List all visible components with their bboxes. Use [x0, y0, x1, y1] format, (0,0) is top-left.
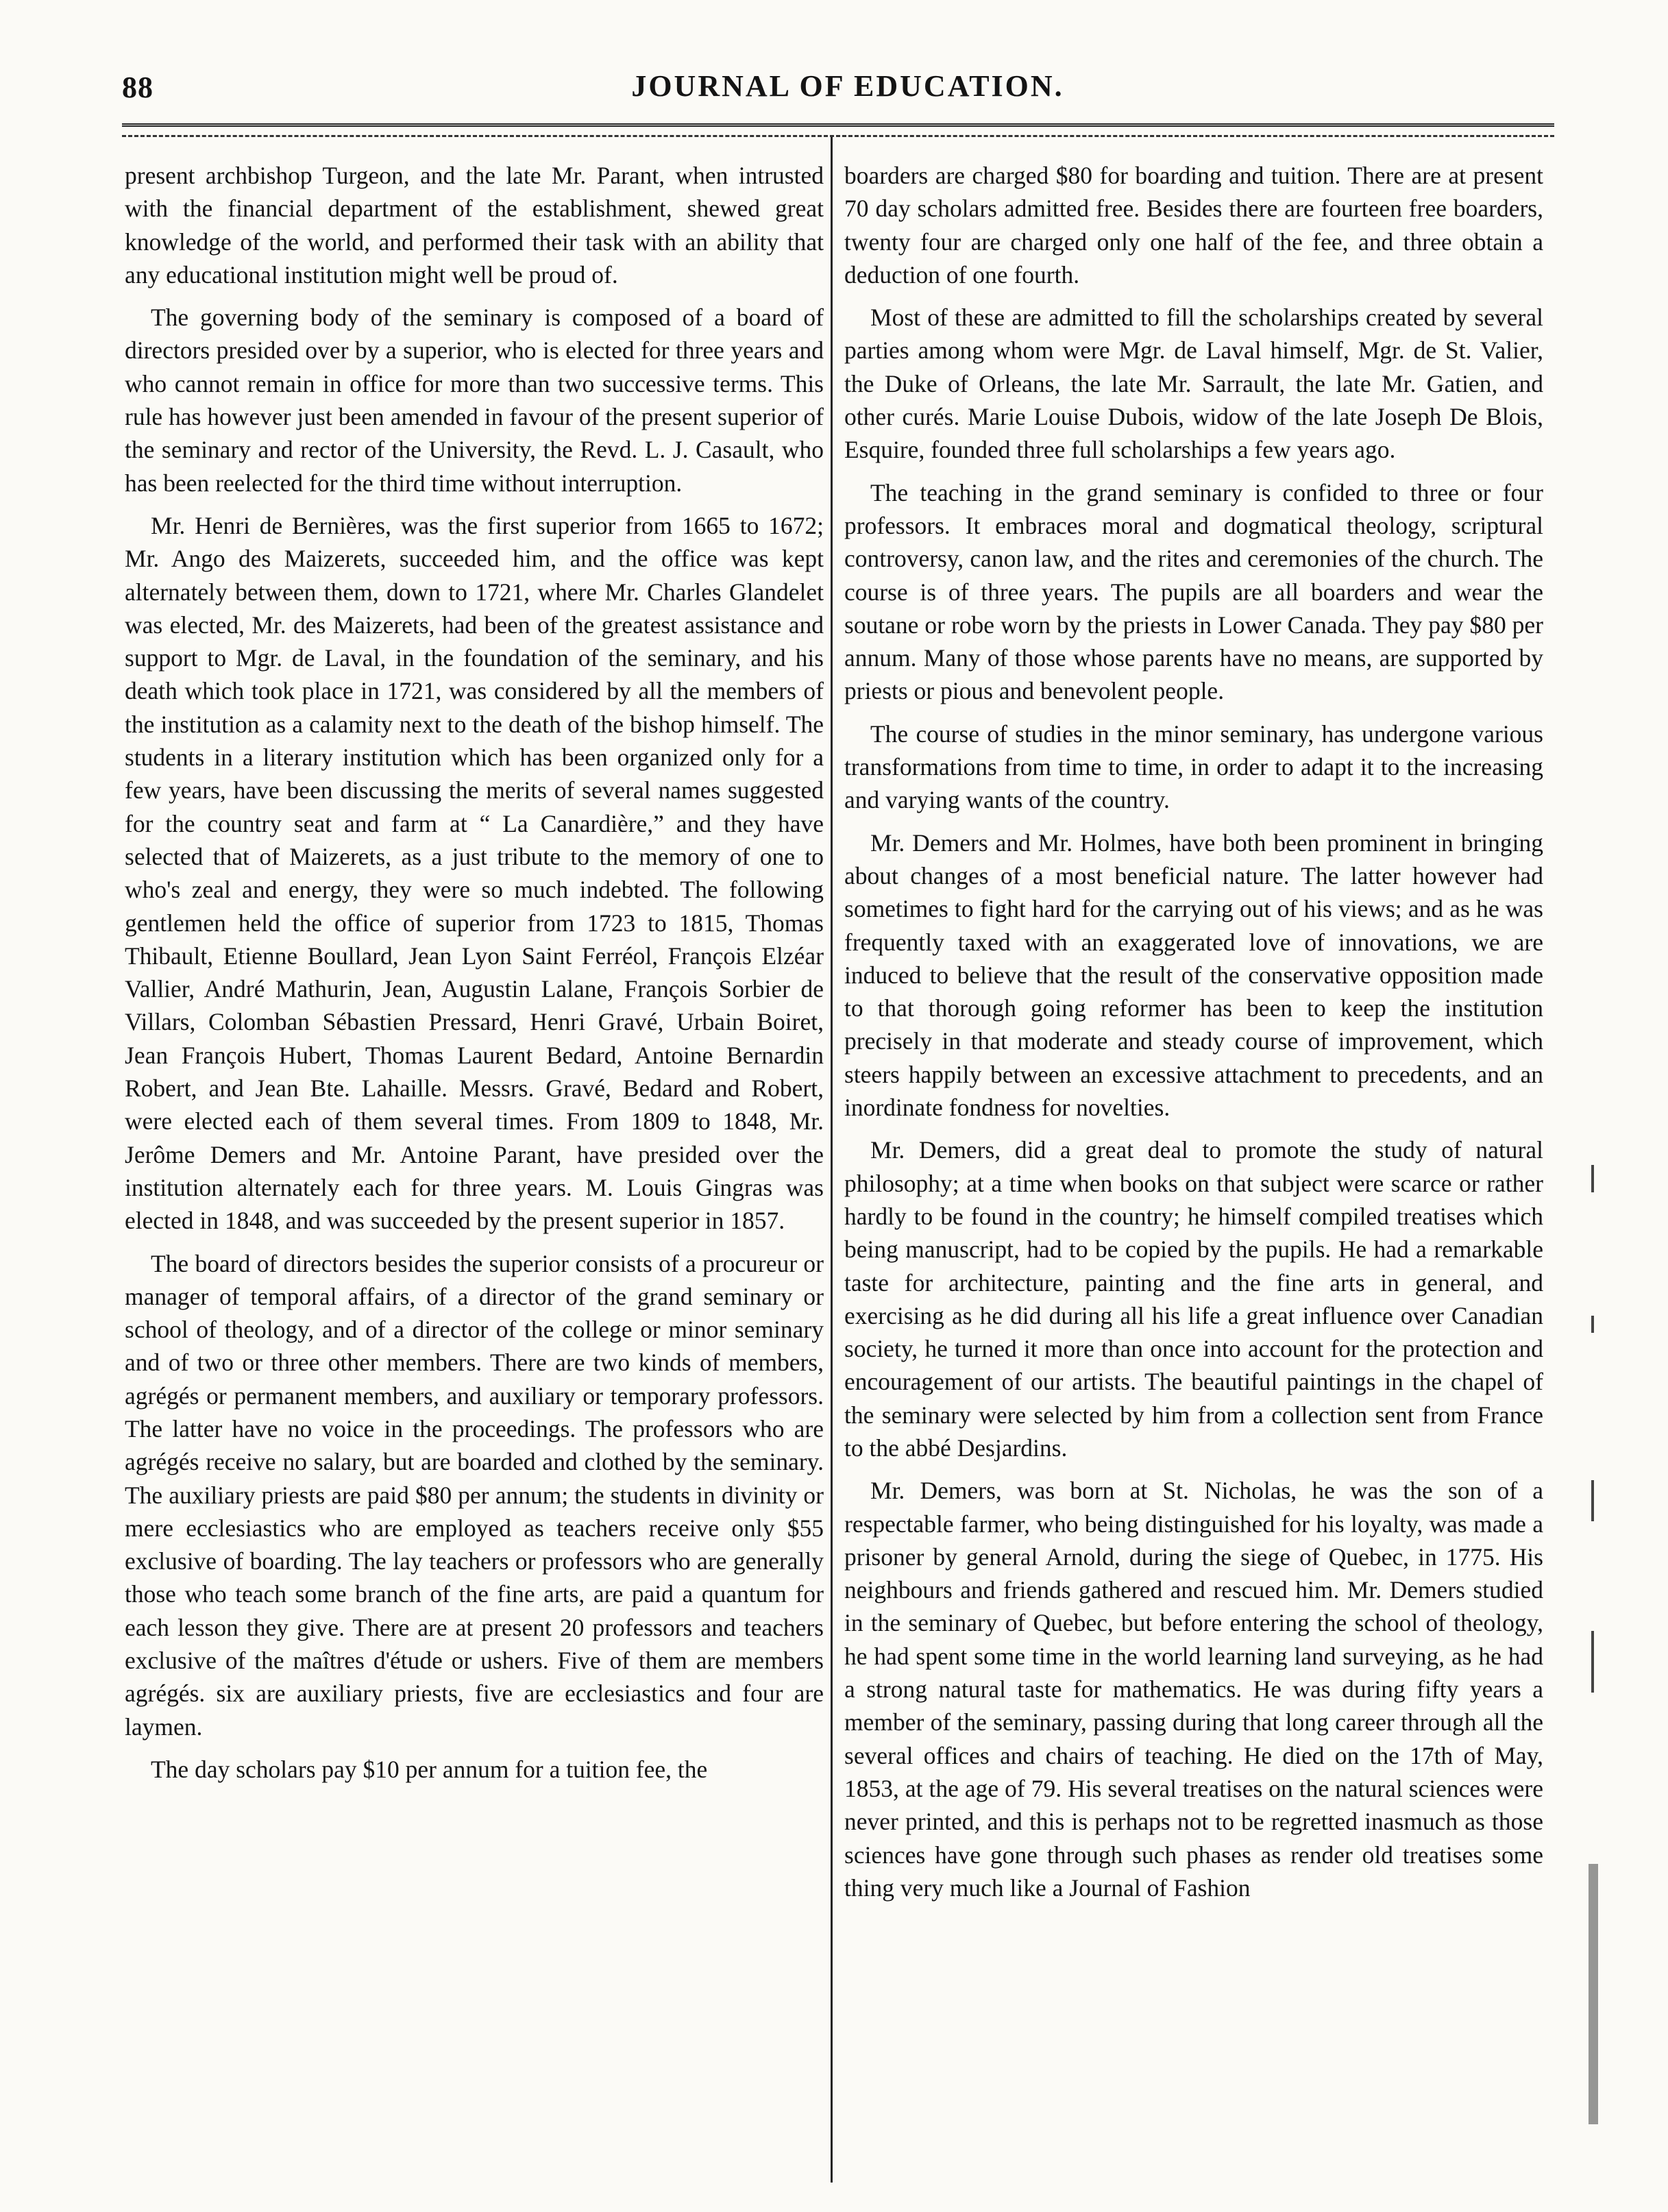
left-column: [125, 159, 824, 2174]
margin-mark: [1591, 1631, 1594, 1693]
header-rule: [122, 123, 1554, 127]
paragraph: The governing body of the seminary is composed of a board of directors presided over by a superior, who is elected for three years and who cannot remain in office for more than two successive terms. This rule has however just been amended in favour of the present superior of the seminary and rector of the University, the Revd. L. J. Casault, who has been reelected for the third time without interruption.: [125, 304, 824, 497]
paragraph: present archbishop Turgeon, and the late Mr. Parant, when intrusted with the financial department of the establishment, shewed great knowledge of the world, and performed their task with an ability that any educational institution might well be proud of.: [125, 162, 824, 288]
paragraph: Most of these are admitted to fill the scholarships created by several parties among whom were Mgr. de Laval himself, Mgr. de St. Valier, the Duke of Orleans, the late Mr. Sarrault, the late Mr. Gatien, and other curés. Marie Louise Dubois, widow of the late Joseph De Blois, Esquire, founded three full scholarships a few years ago.: [844, 304, 1543, 464]
margin-mark: [1591, 1480, 1594, 1521]
paragraph: The board of directors besides the superior consists of a procureur or manager of temporal affairs, of a director of the grand seminary or school of theology, and of a director of the college or minor seminary and of two or three other members. There are two kinds of members, agrégés or permanent members, and auxiliary or temporary professors. The latter have no voice in the proceedings. The professors who are agrégés receive no salary, but are boarded and clothed by the seminary. The auxiliary priests are paid $80 per annum; the students in divinity or mere ecclesiastics who are employed as teachers receive only $55 exclusive of boarding. The lay teachers or professors who are generally those who teach some branch of the fine arts, are paid a quantum for each lesson they give. There are at present 20 professors and teachers exclusive of the maîtres d'étude or ushers. Five of them are members agrégés. six are auxiliary priests, five are ecclesiastics and four are laymen.: [125, 1249, 824, 1741]
page-number: 88: [122, 71, 154, 104]
paragraph: The day scholars pay $10 per annum for a tuition fee, the: [151, 1755, 708, 1783]
paragraph: The teaching in the grand seminary is confided to three or four professors. It embraces moral and dogmatical theology, scriptural controversy, canon law, and the rites and ceremonies of the church. The course is of three years. The pupils are all boarders and wear the soutane or robe worn by the priests in Lower Canada. They pay $80 per annum. Many of those whose parents have no means, are supported by priests or pious and benevolent people.: [844, 478, 1543, 705]
paragraph: The course of studies in the minor seminary, has undergone various transformations from time to time, in order to adapt it to the increasing and varying wants of the country.: [844, 720, 1543, 814]
paragraph: Mr. Demers and Mr. Holmes, have both been prominent in bringing about changes of a most beneficial nature. The latter however had sometimes to fight hard for the carrying out of his views; and as he was frequently taxed with an exaggerated love of innovations, we are induced to believe that the result of the conservative opposition made to that thorough going reformer has been to keep the institution precisely in that moderate and steady course of improvement, which steers happily between an excessive attachment to precedents, and an inordinate fondness for novelties.: [844, 828, 1543, 1122]
margin-mark: [1591, 1316, 1594, 1333]
paragraph: boarders are charged $80 for boarding and tuition. There are at present 70 day scholars admitted free. Besides there are fourteen free boarders, twenty four are charged only one half of the fee, and three obtain a deduction of one fourth.: [844, 162, 1543, 288]
column-divider: [831, 137, 833, 2183]
right-column: [844, 159, 1543, 2174]
paragraph: Mr. Demers, was born at St. Nicholas, he was the son of a respectable farmer, who being distinguished for his loyalty, was made a prisoner by general Arnold, during the siege of Quebec, in 1775. His neighbours and friends gathered and rescued him. Mr. Demers studied in the seminary of Quebec, but before entering the school of theology, he had spent some time in the world learning land surveying, as he had a strong natural taste for mathematics. He was during fifty years a member of the seminary, passing during that long career through all the several offices and chairs of teaching. He died on the 17th of May, 1853, at the age of 79. His several treatises on the natural sciences were never printed, and this is perhaps not to be regretted inasmuch as those sciences have gone through such phases as render old treatises some thing very much like a Journal of Fashion: [844, 1477, 1543, 1902]
binding-margin-marks: [1576, 1110, 1645, 2207]
margin-mark: [1589, 1864, 1598, 2124]
paragraph: Mr. Henri de Bernières, was the first superior from 1665 to 1672; Mr. Ango des Maizerets, succeeded him, and the office was kept alternately between them, down to 1721, where Mr. Charles Glandelet was elected, Mr. des Maizerets, had been of the greatest assistance and support to Mgr. de Laval, in the foundation of the seminary, and his death which took place in 1721, was considered by all the members of the institution as a calamity next to the death of the bishop himself. The students in a literary institution which has been organized only for a few years, have been discussing the merits of several names suggested for the country seat and farm at “ La Canardière,” and they have selected that of Maizerets, as a just tribute to the memory of one to who's zeal and energy, they were so much indebted. The following gentlemen held the office of superior from 1723 to 1815, Thomas Thibault, Etienne Boullard, Jean Lyon Saint Ferréol, François Elzéar Vallier, André Mathurin, Jean, Augustin Lalane, François Sorbier de Villars, Colomban Sébastien Pressard, Henri Gravé, Urbain Boiret, Jean François Hubert, Thomas Laurent Bedard, Antoine Bernardin Robert, and Jean Bte. Lahaille. Messrs. Gravé, Bedard and Robert, were elected each of them several times. From 1809 to 1848, Mr. Jerôme Demers and Mr. Antoine Parant, have presided over the institution alternately each for three years. M. Louis Gingras was elected in 1848, and was succeeded by the present superior in 1857.: [125, 511, 824, 1235]
paragraph: Mr. Demers, did a great deal to promote the study of natural philosophy; at a time when books on that subject were scarce or rather hardly to be found in the country; he himself compiled treatises which being manuscript, had to be copied by the pupils. He had a remarkable taste for architecture, painting and the fine arts in general, and exercising as he did during all his life a great influence over Canadian society, he turned it more than once into account for the protection and encouragement of our artists. The beautiful paintings in the chapel of the seminary were selected by him from a collection sent from France to the abbé Desjardins.: [844, 1136, 1543, 1462]
running-title: JOURNAL OF EDUCATION.: [631, 69, 1064, 103]
margin-mark: [1591, 1165, 1594, 1192]
header-rule-dashed: [122, 135, 1554, 137]
